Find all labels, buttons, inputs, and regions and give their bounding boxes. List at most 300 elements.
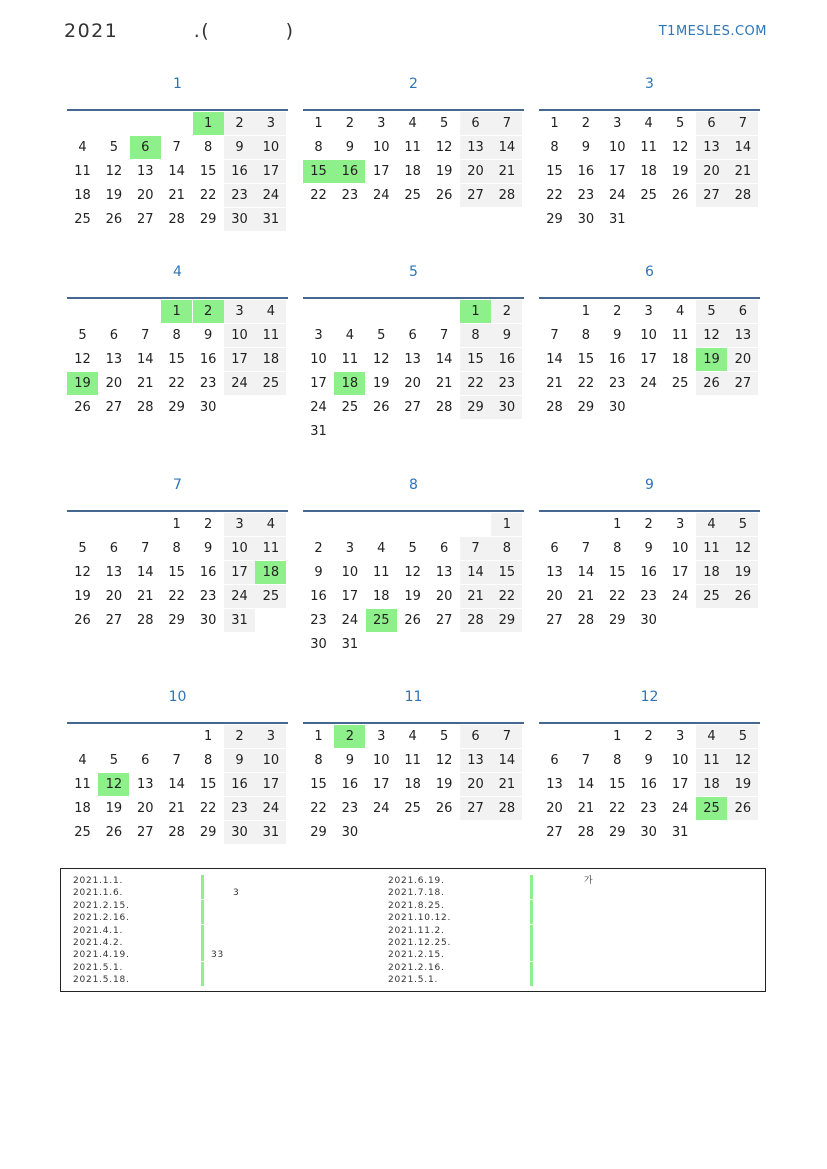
day-cell[interactable]: 9 bbox=[581, 140, 591, 155]
day-cell[interactable]: 12 bbox=[435, 140, 453, 155]
day-cell[interactable]: 15 bbox=[577, 352, 595, 367]
day-cell[interactable]: 19 bbox=[105, 188, 123, 203]
day-cell[interactable]: 22 bbox=[546, 188, 563, 203]
day-cell[interactable]: 11 bbox=[696, 749, 727, 772]
day-cell[interactable]: 4 bbox=[696, 725, 727, 748]
day-cell[interactable]: 30 bbox=[609, 400, 626, 415]
day-cell[interactable]: 5 bbox=[109, 753, 119, 768]
day-cell[interactable]: 17 bbox=[255, 160, 286, 183]
day-cell[interactable]: 23 bbox=[310, 613, 327, 628]
day-cell[interactable]: 7 bbox=[727, 112, 758, 135]
day-cell[interactable]: 16 bbox=[491, 348, 522, 371]
day-cell[interactable]: 12 bbox=[74, 352, 91, 367]
day-cell[interactable]: 7 bbox=[550, 328, 559, 343]
day-cell[interactable]: 28 bbox=[577, 825, 595, 840]
day-cell[interactable]: 3 bbox=[613, 116, 622, 131]
day-cell[interactable]: 21 bbox=[137, 589, 154, 604]
day-cell[interactable]: 26 bbox=[105, 212, 123, 227]
day-cell[interactable]: 25 bbox=[255, 585, 286, 608]
day-cell[interactable]: 3 bbox=[377, 116, 386, 131]
day-cell[interactable]: 1 bbox=[314, 729, 323, 744]
day-cell[interactable]: 11 bbox=[341, 352, 359, 367]
day-cell[interactable]: 1 bbox=[203, 729, 213, 744]
day-cell[interactable]: 7 bbox=[172, 140, 181, 155]
day-cell[interactable]: 15 bbox=[491, 561, 522, 584]
day-cell[interactable]: 7 bbox=[141, 541, 150, 556]
day-cell[interactable]: 23 bbox=[199, 376, 217, 391]
day-cell[interactable]: 5 bbox=[78, 328, 87, 343]
day-cell[interactable]: 3 bbox=[675, 729, 685, 744]
holiday-day-cell[interactable]: 25 bbox=[366, 609, 397, 632]
day-cell[interactable]: 6 bbox=[727, 300, 758, 323]
day-cell[interactable]: 9 bbox=[345, 753, 355, 768]
day-cell[interactable]: 15 bbox=[546, 164, 563, 179]
day-cell[interactable]: 28 bbox=[137, 400, 154, 415]
holiday-day-cell[interactable]: 2 bbox=[193, 300, 224, 323]
day-cell[interactable]: 16 bbox=[199, 565, 217, 580]
day-cell[interactable]: 14 bbox=[137, 565, 154, 580]
day-cell[interactable]: 8 bbox=[314, 753, 323, 768]
day-cell[interactable]: 8 bbox=[172, 541, 181, 556]
day-cell[interactable]: 30 bbox=[199, 613, 217, 628]
day-cell[interactable]: 11 bbox=[255, 324, 286, 347]
day-cell[interactable]: 4 bbox=[255, 513, 286, 536]
day-cell[interactable]: 2 bbox=[224, 725, 255, 748]
day-cell[interactable]: 19 bbox=[435, 164, 453, 179]
day-cell[interactable]: 11 bbox=[696, 537, 727, 560]
day-cell[interactable]: 26 bbox=[105, 825, 123, 840]
day-cell[interactable]: 8 bbox=[491, 537, 522, 560]
day-cell[interactable]: 31 bbox=[255, 208, 286, 231]
holiday-day-cell[interactable]: 18 bbox=[255, 561, 286, 584]
day-cell[interactable]: 30 bbox=[640, 613, 657, 628]
day-cell[interactable]: 11 bbox=[404, 140, 421, 155]
day-cell[interactable]: 14 bbox=[435, 352, 453, 367]
day-cell[interactable]: 5 bbox=[727, 725, 758, 748]
day-cell[interactable]: 22 bbox=[168, 589, 185, 604]
day-cell[interactable]: 14 bbox=[168, 164, 185, 179]
day-cell[interactable]: 20 bbox=[105, 589, 123, 604]
day-cell[interactable]: 10 bbox=[373, 753, 390, 768]
day-cell[interactable]: 17 bbox=[310, 376, 327, 391]
day-cell[interactable]: 12 bbox=[404, 565, 421, 580]
day-cell[interactable]: 24 bbox=[609, 188, 626, 203]
day-cell[interactable]: 25 bbox=[671, 376, 689, 391]
day-cell[interactable]: 20 bbox=[546, 801, 563, 816]
day-cell[interactable]: 9 bbox=[314, 565, 323, 580]
day-cell[interactable]: 13 bbox=[546, 777, 563, 792]
day-cell[interactable]: 23 bbox=[199, 589, 217, 604]
day-cell[interactable]: 10 bbox=[373, 140, 390, 155]
day-cell[interactable]: 16 bbox=[577, 164, 595, 179]
day-cell[interactable]: 12 bbox=[727, 537, 758, 560]
day-cell[interactable]: 26 bbox=[74, 400, 91, 415]
day-cell[interactable]: 10 bbox=[341, 565, 359, 580]
day-cell[interactable]: 26 bbox=[727, 797, 758, 820]
day-cell[interactable]: 5 bbox=[727, 513, 758, 536]
day-cell[interactable]: 26 bbox=[74, 613, 91, 628]
day-cell[interactable]: 10 bbox=[310, 352, 327, 367]
day-cell[interactable]: 4 bbox=[78, 753, 87, 768]
day-cell[interactable]: 23 bbox=[341, 188, 359, 203]
day-cell[interactable]: 19 bbox=[373, 376, 390, 391]
day-cell[interactable]: 20 bbox=[546, 589, 563, 604]
day-cell[interactable]: 1 bbox=[314, 116, 323, 131]
day-cell[interactable]: 28 bbox=[460, 609, 491, 632]
day-cell[interactable]: 7 bbox=[491, 112, 522, 135]
holiday-day-cell[interactable]: 1 bbox=[193, 112, 224, 135]
day-cell[interactable]: 13 bbox=[435, 565, 453, 580]
holiday-day-cell[interactable]: 1 bbox=[460, 300, 491, 323]
day-cell[interactable]: 21 bbox=[577, 801, 595, 816]
day-cell[interactable]: 16 bbox=[640, 565, 657, 580]
day-cell[interactable]: 28 bbox=[435, 400, 453, 415]
day-cell[interactable]: 19 bbox=[435, 777, 453, 792]
day-cell[interactable]: 23 bbox=[640, 801, 657, 816]
day-cell[interactable]: 18 bbox=[404, 777, 421, 792]
day-cell[interactable]: 25 bbox=[404, 801, 421, 816]
day-cell[interactable]: 11 bbox=[74, 164, 91, 179]
day-cell[interactable]: 22 bbox=[199, 188, 217, 203]
day-cell[interactable]: 27 bbox=[546, 825, 563, 840]
day-cell[interactable]: 13 bbox=[460, 136, 491, 159]
day-cell[interactable]: 6 bbox=[439, 541, 449, 556]
day-cell[interactable]: 22 bbox=[609, 589, 626, 604]
day-cell[interactable]: 20 bbox=[137, 801, 154, 816]
holiday-day-cell[interactable]: 1 bbox=[161, 300, 192, 323]
day-cell[interactable]: 4 bbox=[675, 304, 685, 319]
day-cell[interactable]: 17 bbox=[255, 773, 286, 796]
day-cell[interactable]: 14 bbox=[491, 136, 522, 159]
holiday-day-cell[interactable]: 19 bbox=[696, 348, 727, 371]
day-cell[interactable]: 26 bbox=[435, 801, 453, 816]
day-cell[interactable]: 2 bbox=[491, 300, 522, 323]
day-cell[interactable]: 24 bbox=[255, 184, 286, 207]
day-cell[interactable]: 14 bbox=[491, 749, 522, 772]
brand-link[interactable]: T1MESLES.COM bbox=[658, 24, 767, 39]
day-cell[interactable]: 17 bbox=[609, 164, 626, 179]
day-cell[interactable]: 27 bbox=[460, 184, 491, 207]
day-cell[interactable]: 6 bbox=[460, 112, 491, 135]
day-cell[interactable]: 8 bbox=[613, 753, 622, 768]
day-cell[interactable]: 21 bbox=[435, 376, 453, 391]
day-cell[interactable]: 17 bbox=[224, 348, 255, 371]
day-cell[interactable]: 20 bbox=[460, 773, 491, 796]
day-cell[interactable]: 9 bbox=[224, 749, 255, 772]
day-cell[interactable]: 24 bbox=[224, 372, 255, 395]
day-cell[interactable]: 17 bbox=[224, 561, 255, 584]
day-cell[interactable]: 21 bbox=[168, 801, 185, 816]
day-cell[interactable]: 14 bbox=[727, 136, 758, 159]
day-cell[interactable]: 17 bbox=[341, 589, 359, 604]
day-cell[interactable]: 15 bbox=[609, 565, 626, 580]
day-cell[interactable]: 24 bbox=[640, 376, 657, 391]
day-cell[interactable]: 22 bbox=[491, 585, 522, 608]
day-cell[interactable]: 3 bbox=[255, 725, 286, 748]
day-cell[interactable]: 24 bbox=[671, 801, 689, 816]
day-cell[interactable]: 6 bbox=[141, 753, 150, 768]
day-cell[interactable]: 6 bbox=[696, 112, 727, 135]
day-cell[interactable]: 21 bbox=[491, 773, 522, 796]
day-cell[interactable]: 9 bbox=[613, 328, 622, 343]
day-cell[interactable]: 23 bbox=[640, 589, 657, 604]
day-cell[interactable]: 27 bbox=[546, 613, 563, 628]
day-cell[interactable]: 7 bbox=[172, 753, 181, 768]
day-cell[interactable]: 16 bbox=[609, 352, 626, 367]
day-cell[interactable]: 12 bbox=[74, 565, 91, 580]
day-cell[interactable]: 15 bbox=[199, 777, 217, 792]
day-cell[interactable]: 5 bbox=[78, 541, 87, 556]
day-cell[interactable]: 31 bbox=[341, 637, 359, 652]
day-cell[interactable]: 10 bbox=[640, 328, 657, 343]
day-cell[interactable]: 9 bbox=[345, 140, 355, 155]
day-cell[interactable]: 28 bbox=[577, 613, 595, 628]
day-cell[interactable]: 2 bbox=[314, 541, 323, 556]
day-cell[interactable]: 28 bbox=[546, 400, 563, 415]
day-cell[interactable]: 25 bbox=[74, 825, 91, 840]
day-cell[interactable]: 21 bbox=[727, 160, 758, 183]
day-cell[interactable]: 16 bbox=[224, 160, 255, 183]
day-cell[interactable]: 27 bbox=[404, 400, 421, 415]
day-cell[interactable]: 16 bbox=[224, 773, 255, 796]
day-cell[interactable]: 27 bbox=[435, 613, 453, 628]
day-cell[interactable]: 21 bbox=[546, 376, 563, 391]
day-cell[interactable]: 1 bbox=[581, 304, 591, 319]
day-cell[interactable]: 21 bbox=[168, 188, 185, 203]
day-cell[interactable]: 29 bbox=[609, 825, 626, 840]
day-cell[interactable]: 30 bbox=[199, 400, 217, 415]
day-cell[interactable]: 6 bbox=[550, 753, 559, 768]
day-cell[interactable]: 14 bbox=[577, 565, 595, 580]
day-cell[interactable]: 1 bbox=[491, 513, 522, 536]
day-cell[interactable]: 13 bbox=[105, 565, 123, 580]
day-cell[interactable]: 26 bbox=[404, 613, 421, 628]
day-cell[interactable]: 27 bbox=[137, 212, 154, 227]
day-cell[interactable]: 23 bbox=[491, 372, 522, 395]
day-cell[interactable]: 13 bbox=[727, 324, 758, 347]
day-cell[interactable]: 25 bbox=[696, 585, 727, 608]
day-cell[interactable]: 13 bbox=[404, 352, 421, 367]
day-cell[interactable]: 10 bbox=[255, 136, 286, 159]
day-cell[interactable]: 20 bbox=[404, 376, 421, 391]
day-cell[interactable]: 18 bbox=[696, 561, 727, 584]
day-cell[interactable]: 17 bbox=[640, 352, 657, 367]
day-cell[interactable]: 18 bbox=[696, 773, 727, 796]
day-cell[interactable]: 5 bbox=[675, 116, 685, 131]
day-cell[interactable]: 31 bbox=[310, 424, 327, 439]
day-cell[interactable]: 24 bbox=[255, 797, 286, 820]
day-cell[interactable]: 11 bbox=[373, 565, 390, 580]
day-cell[interactable]: 9 bbox=[644, 753, 653, 768]
day-cell[interactable]: 23 bbox=[609, 376, 626, 391]
holiday-day-cell[interactable]: 6 bbox=[130, 136, 161, 159]
day-cell[interactable]: 19 bbox=[74, 589, 91, 604]
day-cell[interactable]: 20 bbox=[105, 376, 123, 391]
day-cell[interactable]: 29 bbox=[310, 825, 327, 840]
day-cell[interactable]: 15 bbox=[168, 352, 185, 367]
day-cell[interactable]: 19 bbox=[105, 801, 123, 816]
day-cell[interactable]: 28 bbox=[168, 825, 185, 840]
day-cell[interactable]: 1 bbox=[613, 729, 622, 744]
day-cell[interactable]: 10 bbox=[224, 537, 255, 560]
day-cell[interactable]: 8 bbox=[172, 328, 181, 343]
day-cell[interactable]: 5 bbox=[439, 116, 449, 131]
day-cell[interactable]: 9 bbox=[491, 324, 522, 347]
day-cell[interactable]: 25 bbox=[74, 212, 91, 227]
day-cell[interactable]: 6 bbox=[109, 328, 119, 343]
day-cell[interactable]: 4 bbox=[644, 116, 653, 131]
day-cell[interactable]: 19 bbox=[727, 561, 758, 584]
day-cell[interactable]: 3 bbox=[314, 328, 323, 343]
day-cell[interactable]: 12 bbox=[727, 749, 758, 772]
day-cell[interactable]: 20 bbox=[137, 188, 154, 203]
day-cell[interactable]: 31 bbox=[671, 825, 689, 840]
day-cell[interactable]: 11 bbox=[640, 140, 657, 155]
day-cell[interactable]: 12 bbox=[435, 753, 453, 768]
day-cell[interactable]: 3 bbox=[345, 541, 355, 556]
day-cell[interactable]: 4 bbox=[377, 541, 386, 556]
day-cell[interactable]: 29 bbox=[199, 212, 217, 227]
holiday-day-cell[interactable]: 15 bbox=[303, 160, 334, 183]
day-cell[interactable]: 6 bbox=[109, 541, 119, 556]
day-cell[interactable]: 22 bbox=[577, 376, 595, 391]
day-cell[interactable]: 21 bbox=[137, 376, 154, 391]
day-cell[interactable]: 18 bbox=[404, 164, 421, 179]
day-cell[interactable]: 12 bbox=[671, 140, 689, 155]
day-cell[interactable]: 26 bbox=[671, 188, 689, 203]
day-cell[interactable]: 15 bbox=[310, 777, 327, 792]
day-cell[interactable]: 24 bbox=[373, 188, 390, 203]
day-cell[interactable]: 20 bbox=[696, 160, 727, 183]
day-cell[interactable]: 17 bbox=[671, 777, 689, 792]
day-cell[interactable]: 17 bbox=[373, 164, 390, 179]
day-cell[interactable]: 2 bbox=[644, 729, 653, 744]
day-cell[interactable]: 27 bbox=[105, 400, 123, 415]
day-cell[interactable]: 8 bbox=[550, 140, 559, 155]
day-cell[interactable]: 30 bbox=[491, 396, 522, 419]
day-cell[interactable]: 7 bbox=[491, 725, 522, 748]
day-cell[interactable]: 31 bbox=[255, 821, 286, 844]
day-cell[interactable]: 28 bbox=[168, 212, 185, 227]
day-cell[interactable]: 10 bbox=[255, 749, 286, 772]
day-cell[interactable]: 29 bbox=[491, 609, 522, 632]
day-cell[interactable]: 7 bbox=[581, 541, 591, 556]
day-cell[interactable]: 16 bbox=[310, 589, 327, 604]
day-cell[interactable]: 2 bbox=[644, 517, 653, 532]
day-cell[interactable]: 7 bbox=[581, 753, 591, 768]
day-cell[interactable]: 15 bbox=[168, 565, 185, 580]
day-cell[interactable]: 24 bbox=[341, 613, 359, 628]
day-cell[interactable]: 31 bbox=[224, 609, 255, 632]
day-cell[interactable]: 24 bbox=[310, 400, 327, 415]
day-cell[interactable]: 3 bbox=[255, 112, 286, 135]
day-cell[interactable]: 23 bbox=[341, 801, 359, 816]
day-cell[interactable]: 25 bbox=[640, 188, 657, 203]
day-cell[interactable]: 13 bbox=[546, 565, 563, 580]
day-cell[interactable]: 9 bbox=[644, 541, 653, 556]
day-cell[interactable]: 29 bbox=[168, 613, 185, 628]
day-cell[interactable]: 22 bbox=[199, 801, 217, 816]
day-cell[interactable]: 14 bbox=[137, 352, 154, 367]
day-cell[interactable]: 10 bbox=[671, 541, 689, 556]
day-cell[interactable]: 8 bbox=[203, 140, 213, 155]
holiday-day-cell[interactable]: 16 bbox=[334, 160, 365, 183]
day-cell[interactable]: 15 bbox=[199, 164, 217, 179]
day-cell[interactable]: 3 bbox=[377, 729, 386, 744]
day-cell[interactable]: 19 bbox=[727, 773, 758, 796]
holiday-day-cell[interactable]: 12 bbox=[98, 773, 129, 796]
day-cell[interactable]: 27 bbox=[696, 184, 727, 207]
day-cell[interactable]: 24 bbox=[373, 801, 390, 816]
day-cell[interactable]: 18 bbox=[74, 188, 91, 203]
day-cell[interactable]: 11 bbox=[404, 753, 421, 768]
day-cell[interactable]: 5 bbox=[696, 300, 727, 323]
day-cell[interactable]: 26 bbox=[373, 400, 390, 415]
holiday-day-cell[interactable]: 18 bbox=[334, 372, 365, 395]
day-cell[interactable]: 14 bbox=[460, 561, 491, 584]
day-cell[interactable]: 13 bbox=[460, 749, 491, 772]
day-cell[interactable]: 12 bbox=[696, 324, 727, 347]
day-cell[interactable]: 30 bbox=[310, 637, 327, 652]
day-cell[interactable]: 25 bbox=[341, 400, 359, 415]
day-cell[interactable]: 13 bbox=[137, 164, 154, 179]
day-cell[interactable]: 28 bbox=[491, 184, 522, 207]
day-cell[interactable]: 24 bbox=[224, 585, 255, 608]
day-cell[interactable]: 29 bbox=[199, 825, 217, 840]
day-cell[interactable]: 4 bbox=[696, 513, 727, 536]
day-cell[interactable]: 29 bbox=[460, 396, 491, 419]
day-cell[interactable]: 30 bbox=[224, 821, 255, 844]
day-cell[interactable]: 14 bbox=[168, 777, 185, 792]
day-cell[interactable]: 30 bbox=[224, 208, 255, 231]
day-cell[interactable]: 3 bbox=[644, 304, 653, 319]
day-cell[interactable]: 16 bbox=[341, 777, 359, 792]
day-cell[interactable]: 26 bbox=[435, 188, 453, 203]
day-cell[interactable]: 12 bbox=[105, 164, 123, 179]
day-cell[interactable]: 30 bbox=[577, 212, 595, 227]
day-cell[interactable]: 20 bbox=[727, 348, 758, 371]
day-cell[interactable]: 30 bbox=[341, 825, 359, 840]
day-cell[interactable]: 10 bbox=[671, 753, 689, 768]
day-cell[interactable]: 8 bbox=[613, 541, 622, 556]
day-cell[interactable]: 1 bbox=[613, 517, 622, 532]
day-cell[interactable]: 28 bbox=[491, 797, 522, 820]
day-cell[interactable]: 5 bbox=[109, 140, 119, 155]
day-cell[interactable]: 7 bbox=[141, 328, 150, 343]
day-cell[interactable]: 2 bbox=[345, 116, 355, 131]
day-cell[interactable]: 18 bbox=[74, 801, 91, 816]
day-cell[interactable]: 8 bbox=[203, 753, 213, 768]
day-cell[interactable]: 13 bbox=[137, 777, 154, 792]
day-cell[interactable]: 1 bbox=[550, 116, 559, 131]
day-cell[interactable]: 23 bbox=[577, 188, 595, 203]
day-cell[interactable]: 27 bbox=[727, 372, 758, 395]
day-cell[interactable]: 26 bbox=[696, 372, 727, 395]
day-cell[interactable]: 30 bbox=[640, 825, 657, 840]
day-cell[interactable]: 16 bbox=[640, 777, 657, 792]
day-cell[interactable]: 1 bbox=[172, 517, 181, 532]
day-cell[interactable]: 10 bbox=[609, 140, 626, 155]
day-cell[interactable]: 4 bbox=[408, 116, 417, 131]
day-cell[interactable]: 11 bbox=[671, 328, 689, 343]
day-cell[interactable]: 25 bbox=[255, 372, 286, 395]
day-cell[interactable]: 3 bbox=[224, 513, 255, 536]
day-cell[interactable]: 2 bbox=[203, 517, 213, 532]
day-cell[interactable]: 8 bbox=[460, 324, 491, 347]
day-cell[interactable]: 5 bbox=[377, 328, 386, 343]
day-cell[interactable]: 13 bbox=[696, 136, 727, 159]
day-cell[interactable]: 9 bbox=[203, 541, 213, 556]
